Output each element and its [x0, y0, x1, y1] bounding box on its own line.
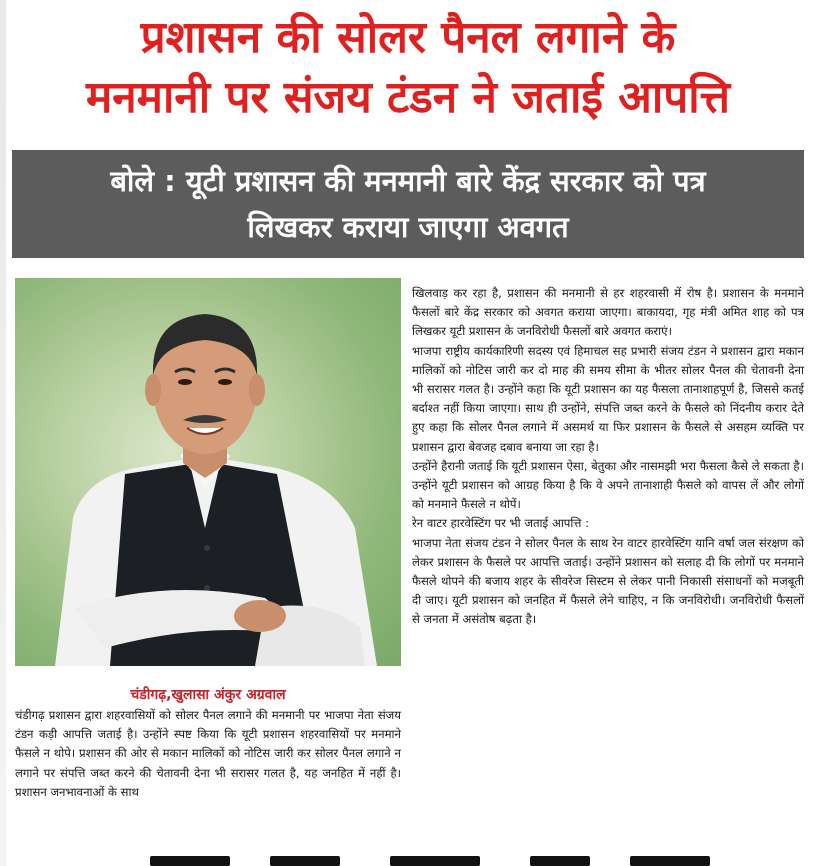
headline-line-1: प्रशासन की सोलर पैनल लगाने के: [140, 12, 676, 63]
next-headline-cutoff: [150, 852, 710, 866]
paragraph: चंडीगढ़ प्रशासन द्वारा शहरवासियों को सोलर पैनल लगाने की मनमानी पर भाजपा नेता संजय टंडन कड़ी आपत्ति जताई है। उन्होंने स्पष्ट किया कि यूटी प्रशासन शहरवासियों पर मनमाने फैसले न थोपे। प्रशासन की ओर से मकान मालिकों को नोटिस जारी कर सोलर पैनल लगाने न लगाने पर संपत्ति जब्त करने की चेतावनी देना भी सरासर गलत है, यह जनहित में नहीं है। प्रशासन जनभावनाओं के साथ: [15, 708, 401, 799]
paragraph: उन्होंने हैरानी जताई कि यूटी प्रशासन ऐसा, बेतुका और नासमझी भरा फैसला कैसे ले सकता है। उन्होंने यूटी प्रशासन को आग्रह किया है कि वे अपने तानाशाही फैसले को वापस लें और लोगों को मनमाने फैसले न थोपें।: [412, 458, 804, 512]
byline: चंडीगढ़,खुलासा अंकुर अग्रवाल: [130, 687, 286, 703]
article-column-right: [412, 284, 804, 630]
subheading: रेन वाटर हारवेस्टिंग पर भी जताई आपत्ति :: [412, 516, 589, 531]
page-edge: [0, 0, 6, 866]
portrait-photo: [15, 278, 401, 666]
headline-line-2: मनमानी पर संजय टंडन ने जताई आपत्ति: [85, 72, 731, 123]
subheadline-line-1: बोले : यूटी प्रशासन की मनमानी बारे केंद्र सरकार को पत्र: [110, 164, 706, 198]
headline: [0, 8, 816, 128]
paragraph: भाजपा नेता संजय टंडन ने सोलर पैनल के साथ रेन वाटर हारवेस्टिंग यानि वर्षा जल संरक्षण को लेकर प्रशासन के फैसले पर आपत्ति जताई। उन्होंने प्रशासन को सलाह दी कि लोगों पर मनमाने फैसले थोपने की बजाय शहर के सीवरेज सिस्टम से लेकर पानी निकासी संसाधनों को मजबूती दी जाए। यूटी प्रशासन को जनहित में फैसले लेने चाहिए, न कि जनविरोधी। जनविरोधी फैसलों से जनता में असंतोष बढ़ता है।: [412, 535, 804, 627]
subheadline-bar: [12, 150, 804, 258]
subheadline-line-2: लिखकर कराया जाएगा अवगत: [247, 210, 569, 244]
paragraph: खिलवाड़ कर रहा है, प्रशासन की मनमानी से हर शहरवासी में रोष है। प्रशासन के मनमाने फैसलों बारे केंद्र सरकार को अवगत कराया जाएगा। बाकायदा, गृह मंत्री अमित शाह को पत्र लिखकर यूटी प्रशासन के जनविरोधी फैसलों बारे अवगत कराएं।: [412, 286, 804, 339]
article-column-left: [15, 706, 401, 802]
paragraph: भाजपा राष्ट्रीय कार्यकारिणी सदस्य एवं हिमाचल सह प्रभारी संजय टंडन ने प्रशासन द्वारा मकान मालिकों को नोटिस जारी कर दो माह की समय सीमा के भीतर सोलर पैनल की चेतावनी देना भी सरासर गलत है। उन्होंने कहा कि यूटी प्रशासन का यह फैसला तानाशाहपूर्ण है, जिससे कतई बर्दाश्त नहीं किया जाएगा। साथ ही उन्होंने, संपत्ति जब्त करने के फैसले को निंदनीय करार देते हुए कहा कि सोलर पैनल लगाने में असमर्थ या फिर प्रशासन के फैसले से असहम व्यक्ति पर प्रशासन द्वारा बेवजह दबाव बनाया जा रहा है।: [412, 343, 804, 454]
